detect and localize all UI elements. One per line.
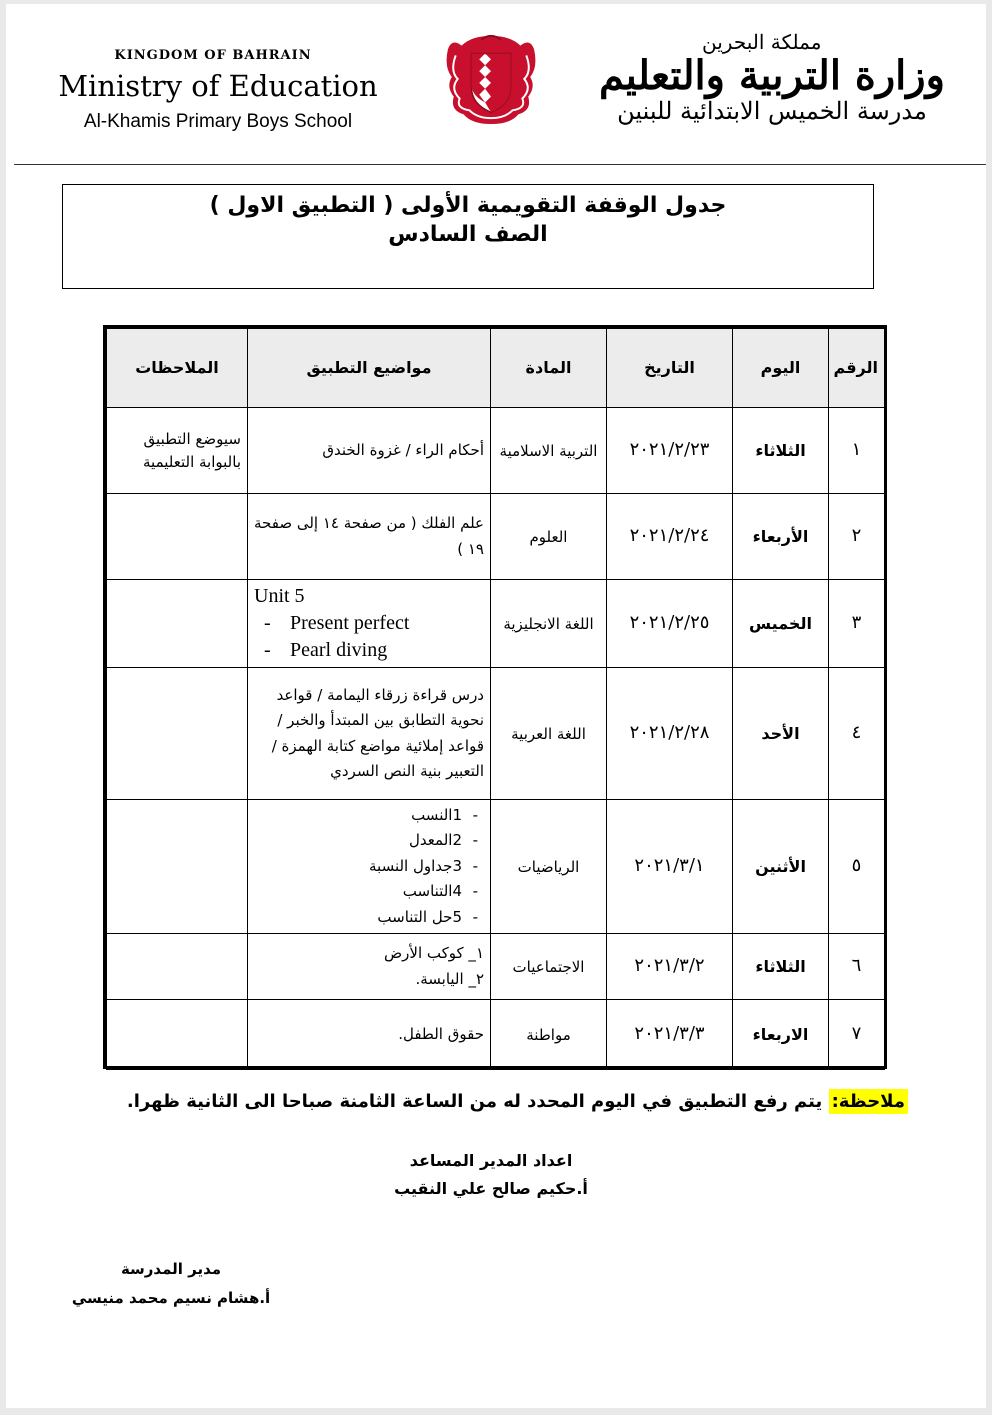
row-day: الاربعاء [733, 1000, 829, 1070]
grade-title: الصف السادس [388, 222, 548, 247]
row-subject: العلوم [491, 494, 607, 580]
row-notes [107, 494, 248, 580]
row-num: ٥ [829, 800, 885, 934]
header-ministry-en: Ministry of Education [58, 69, 378, 103]
row-num: ١ [829, 408, 885, 494]
header-day: اليوم [733, 329, 829, 408]
row-num: ٧ [829, 1000, 885, 1070]
topic-item: ١_ كوكب الأرض [384, 944, 484, 962]
schedule-table [106, 328, 885, 1070]
row-date: ٢٠٢١/٣/٢ [607, 934, 733, 1000]
row-topic: أحكام الراء / غزوة الخندق [248, 408, 491, 494]
header-topics: مواضيع التطبيق [248, 329, 491, 408]
row-subject: التربية الاسلامية [491, 408, 607, 494]
row-notes [107, 1000, 248, 1070]
document-page [6, 4, 986, 1408]
row-subject: الرياضيات [491, 800, 607, 934]
row-topic: درس قراءة زرقاء اليمامة / قواعد نحوية التطابق بين المبتدأ والخبر / قواعد إملائية مواضع كتابة الهمزة / التعبير بنية النص السردي [248, 668, 491, 800]
row-day: الأحد [733, 668, 829, 800]
row-topic [248, 800, 491, 934]
header-school-en: Al-Khamis Primary Boys School [83, 111, 353, 132]
row-num: ٣ [829, 580, 885, 668]
row-notes [107, 668, 248, 800]
header-arabic [582, 30, 962, 125]
topic-item: - 3جداول النسبة [254, 854, 478, 880]
row-subject: اللغة العربية [491, 668, 607, 800]
document-title: جدول الوقفة التقويمية الأولى ( التطبيق الاول ) [209, 193, 727, 218]
row-date: ٢٠٢١/٢/٢٨ [607, 668, 733, 800]
header-num: الرقم [829, 329, 885, 408]
topic-item: - 1النسب [254, 803, 478, 829]
table-row [107, 1000, 885, 1070]
note-text: يتم رفع التطبيق في اليوم المحدد له من الساعة الثامنة صباحا الى الثانية ظهرا. [126, 1091, 823, 1112]
header-kingdom-en: KINGDOM OF BAHRAIN [114, 48, 312, 63]
topic-item: - Present perfect [254, 610, 484, 637]
row-day: الثلاثاء [733, 934, 829, 1000]
row-subject: اللغة الانجليزية [491, 580, 607, 668]
title-box [62, 184, 874, 289]
row-topic: حقوق الطفل. [248, 1000, 491, 1070]
row-date: ٢٠٢١/٣/٣ [607, 1000, 733, 1070]
header-english [20, 48, 416, 133]
note [127, 1091, 908, 1112]
topic-item: - 5حل التناسب [254, 905, 478, 931]
row-date: ٢٠٢١/٢/٢٥ [607, 580, 733, 668]
table-header-row [107, 329, 885, 408]
prepared-by-name: أ.حكيم صالح علي النقيب [394, 1179, 588, 1198]
row-notes [107, 580, 248, 668]
row-topic [248, 580, 491, 668]
row-day: الخميس [733, 580, 829, 668]
topic-item: - 4التناسب [254, 879, 478, 905]
row-day: الأثنين [733, 800, 829, 934]
header-kingdom-ar: مملكة البحرين [702, 30, 822, 54]
prepared-by-title: اعداد المدير المساعد [409, 1151, 573, 1170]
bahrain-emblem-icon [442, 28, 540, 126]
table-row [107, 800, 885, 934]
topic-unit-title: Unit 5 [254, 585, 305, 607]
table-row [107, 494, 885, 580]
principal-signature [66, 1255, 276, 1312]
schedule-table-frame [103, 325, 887, 1069]
table-row [107, 934, 885, 1000]
row-date: ٢٠٢١/٢/٢٣ [607, 408, 733, 494]
header-school-ar: مدرسة الخميس الابتدائية للبنين [617, 97, 927, 125]
row-notes: سيوضع التطبيق بالبوابة التعليمية [107, 408, 248, 494]
header-ministry-ar: وزارة التربية والتعليم [599, 52, 945, 99]
row-notes [107, 800, 248, 934]
row-topic: علم الفلك ( من صفحة ١٤ إلى صفحة ١٩ ) [248, 494, 491, 580]
principal-name: أ.هشام نسيم محمد منيسي [71, 1288, 271, 1307]
header-notes: الملاحظات [107, 329, 248, 408]
row-notes [107, 934, 248, 1000]
row-num: ٦ [829, 934, 885, 1000]
table-row [107, 668, 885, 800]
row-num: ٢ [829, 494, 885, 580]
header-divider [14, 164, 986, 165]
header-subject: المادة [491, 329, 607, 408]
table-row [107, 408, 885, 494]
header-date: التاريخ [607, 329, 733, 408]
row-num: ٤ [829, 668, 885, 800]
topic-item: - 2المعدل [254, 828, 478, 854]
topic-item: ٢_ اليابسة. [415, 969, 484, 988]
row-topic [248, 934, 491, 1000]
topic-item: - Pearl diving [254, 637, 484, 664]
table-row [107, 580, 885, 668]
row-day: الثلاثاء [733, 408, 829, 494]
row-day: الأربعاء [733, 494, 829, 580]
prepared-by [386, 1147, 596, 1203]
row-subject: مواطنة [491, 1000, 607, 1070]
principal-title: مدير المدرسة [120, 1260, 222, 1278]
row-date: ٢٠٢١/٢/٢٤ [607, 494, 733, 580]
row-subject: الاجتماعيات [491, 934, 607, 1000]
row-date: ٢٠٢١/٣/١ [607, 800, 733, 934]
note-label: ملاحظة: [829, 1089, 908, 1114]
